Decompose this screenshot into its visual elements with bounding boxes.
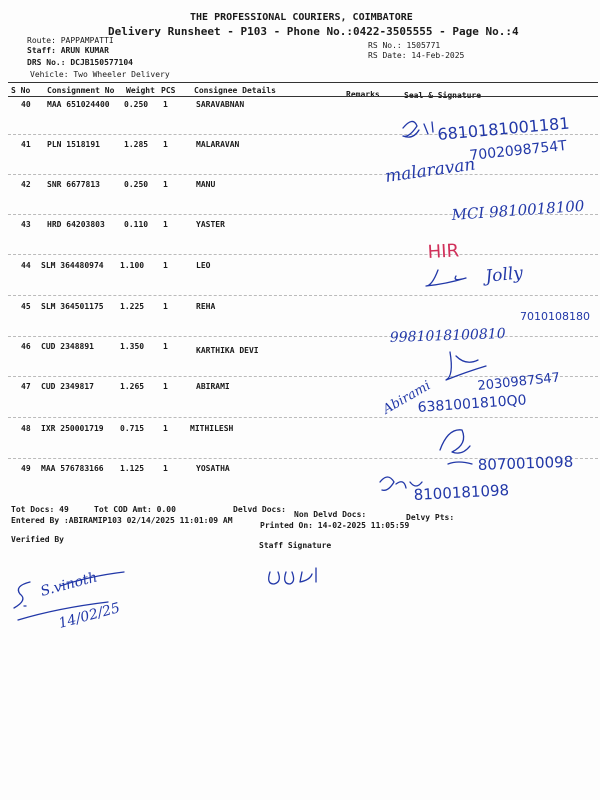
staff-signature-mark [269, 568, 316, 584]
tot-cod-amt: Tot COD Amt: 0.00 [94, 505, 176, 514]
row-weight: 1.265 [120, 382, 145, 391]
signature-row40 [403, 121, 433, 137]
row-pcs: 1 [163, 424, 168, 433]
entered-by: Entered By :ABIRAMIP103 02/14/2025 11:01:09 AM [11, 516, 233, 525]
hand-name-row47: Abirami [380, 378, 434, 418]
hand-number-row44: 7010108180 [520, 310, 590, 323]
row-consignment: CUD 2349817 [41, 382, 94, 391]
delvy-pts: Delvy Pts: [406, 513, 455, 522]
col-pcs: PCS [161, 86, 176, 95]
verified-by: Verified By [11, 535, 64, 544]
row-pcs: 1 [163, 382, 168, 391]
row-weight: 1.125 [120, 464, 145, 473]
hand-number-row40: 6810181001181 [436, 113, 571, 144]
row-consignment: CUD 2348891 [41, 342, 94, 351]
row-weight: 0.715 [120, 424, 145, 433]
signature-row44 [426, 270, 466, 286]
row-sno: 42 [21, 180, 31, 189]
row-pcs: 1 [163, 140, 168, 149]
hand-row42: MCI 9810018100 [451, 196, 585, 224]
hand-row46: 9981018100810 [389, 325, 506, 346]
row-sno: 43 [21, 220, 31, 229]
row-consignment: HRD 64203803 [47, 220, 105, 229]
row-sno: 44 [21, 261, 31, 270]
row-weight: 1.225 [120, 302, 145, 311]
verifier-hand-name: S.vinoth [38, 569, 100, 600]
row-sno: 41 [21, 140, 31, 149]
row-consignment: SLM 364480974 [41, 261, 104, 270]
row-consignee: MANU [196, 180, 216, 189]
row-consignment: MAA 651024400 [47, 100, 110, 109]
company-name: THE PROFESSIONAL COURIERS, COIMBATORE [190, 12, 413, 23]
row-weight: 0.250 [124, 100, 149, 109]
verifier-hand-date: 14/02/25 [56, 600, 122, 632]
hand-row43: HIR [427, 240, 460, 263]
rs-no: RS No.: 1505771 [368, 41, 441, 50]
row-weight: 0.250 [124, 180, 149, 189]
row-weight: 1.100 [120, 261, 145, 270]
col-consignment: Consignment No [47, 86, 115, 95]
col-remarks: Remarks [346, 90, 380, 99]
runsheet-title: Delivery Runsheet - P103 - Phone No.:0422-3505555 - Page No.:4 [108, 25, 519, 38]
row-consignee: SARAVABNAN [196, 100, 245, 109]
row-consignee: MITHILESH [190, 424, 234, 433]
row-consignment: PLN 1518191 [47, 140, 100, 149]
hand-name-row44: Jolly [484, 263, 524, 287]
row-weight: 1.285 [124, 140, 149, 149]
row-sno: 49 [21, 464, 31, 473]
printed-on: Printed On: 14-02-2025 11:05:59 [260, 521, 410, 530]
row-consignment: SLM 364501175 [41, 302, 104, 311]
route: Route: PAPPAMPATTI [27, 36, 114, 45]
row-consignment: SNR 6677813 [47, 180, 100, 189]
drs-no: DRS No.: DCJB150577104 [27, 58, 133, 67]
row-sno: 47 [21, 382, 31, 391]
row-consignee: ABIRAMI [196, 382, 230, 391]
row-consignment: IXR 250001719 [41, 424, 104, 433]
hand-number-row49: 8100181098 [413, 481, 510, 504]
row-consignee: YASTER [196, 220, 225, 229]
row-consignee: YOSATHA [196, 464, 230, 473]
hand-number-row47: 2030987S47 [476, 370, 561, 394]
row-consignee: MALARAVAN [196, 140, 240, 149]
delvd-docs: Delvd Docs: [233, 505, 286, 514]
signature-row48 [440, 430, 472, 464]
row-pcs: 1 [163, 100, 168, 109]
row-pcs: 1 [163, 342, 168, 351]
hand-number2-row47: 6381001810Q0 [417, 392, 528, 416]
hand-name-row41: malaravan [383, 154, 477, 187]
row-sno: 45 [21, 302, 31, 311]
col-weight: Weight [126, 86, 155, 95]
col-sno: S No [11, 86, 31, 95]
staff-signature-label: Staff Signature [259, 541, 332, 550]
vehicle: Vehicle: Two Wheeler Delivery [30, 70, 170, 79]
signature-row46 [446, 352, 486, 380]
hand-number-row41: 7002098754T [468, 137, 568, 164]
tot-docs: Tot Docs: 49 [11, 505, 69, 514]
col-signature: Seal & Signature [404, 91, 482, 100]
row-consignee: LEO [196, 261, 211, 270]
row-pcs: 1 [163, 464, 168, 473]
row-pcs: 1 [163, 220, 168, 229]
row-weight: 1.350 [120, 342, 145, 351]
row-weight: 0.110 [124, 220, 149, 229]
row-pcs: 1 [163, 302, 168, 311]
row-sno: 40 [21, 100, 31, 109]
row-pcs: 1 [163, 180, 168, 189]
hand-number-row48: 8070010098 [477, 452, 574, 474]
rs-date: RS Date: 14-Feb-2025 [368, 51, 465, 60]
non-delvd-docs: Non Delvd Docs: [294, 510, 367, 519]
staff: Staff: ARUN KUMAR [27, 46, 109, 55]
row-pcs: 1 [163, 261, 168, 270]
col-consignee: Consignee Details [194, 86, 276, 95]
row-consignee: REHA [196, 302, 216, 311]
row-consignment: MAA 576783166 [41, 464, 104, 473]
row-consignee: KARTHIKA DEVI [196, 346, 259, 355]
row-sno: 48 [21, 424, 31, 433]
row-sno: 46 [21, 342, 31, 351]
